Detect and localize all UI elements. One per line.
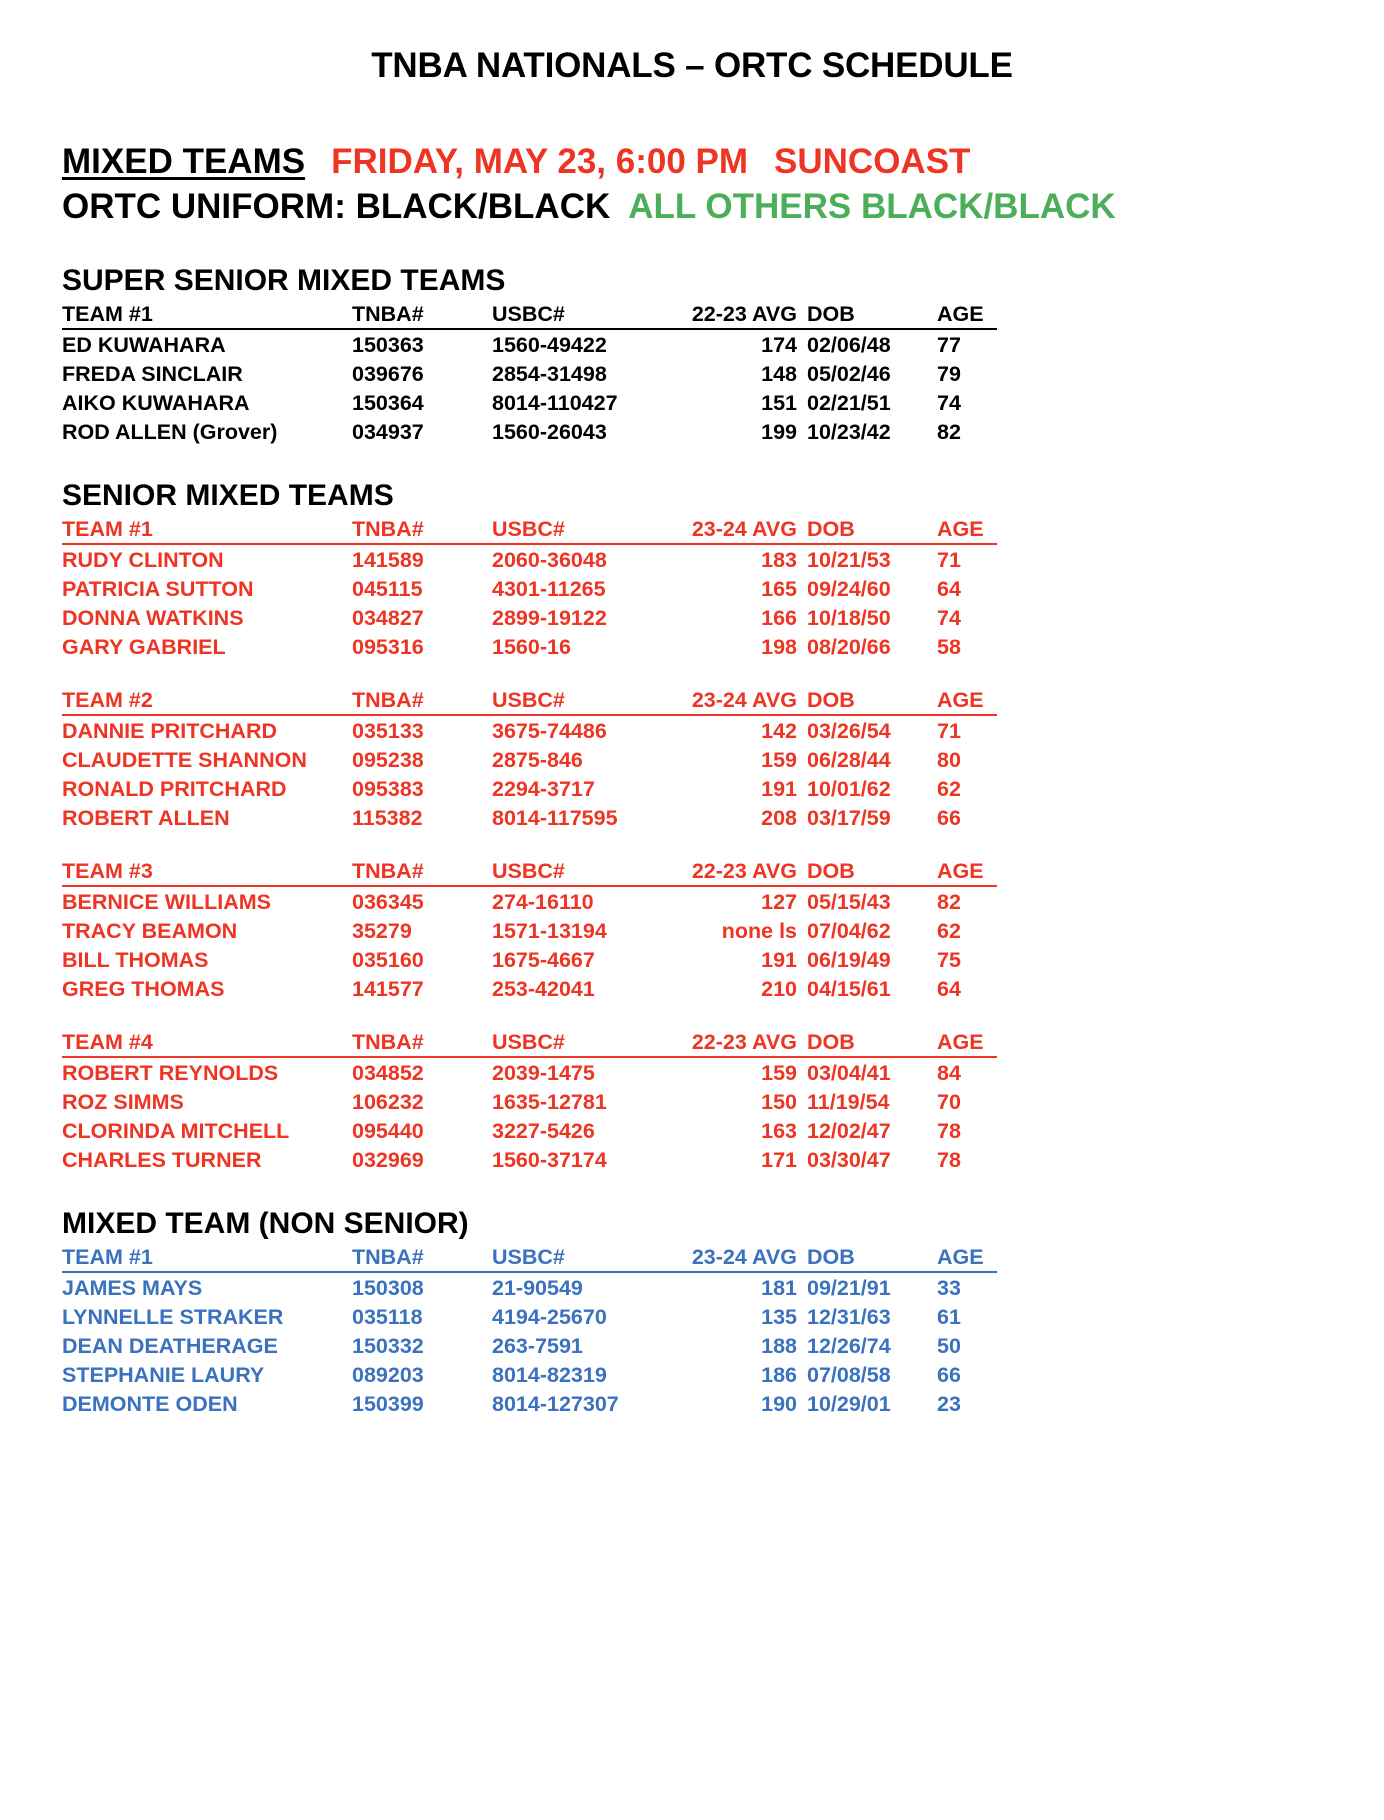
bowler-name: STEPHANIE LAURY bbox=[62, 1362, 265, 1387]
table-row bbox=[62, 1359, 997, 1388]
column-header-age: AGE bbox=[937, 300, 997, 329]
column-header-avg: 22-23 AVG bbox=[652, 300, 807, 329]
bowler-name: ROZ SIMMS bbox=[62, 1089, 184, 1114]
bowler-usbc-number: 1560-49422 bbox=[492, 332, 607, 357]
bowler-tnba-number: 035118 bbox=[352, 1304, 423, 1329]
table-row bbox=[62, 1301, 997, 1330]
bowler-name: ROBERT REYNOLDS bbox=[62, 1060, 279, 1085]
bowler-average: 191 bbox=[761, 947, 797, 972]
table-row bbox=[62, 358, 997, 387]
event-datetime: FRIDAY, MAY 23, 6:00 PM bbox=[331, 142, 749, 181]
bowler-age: 74 bbox=[937, 390, 961, 415]
bowler-usbc-number: 2039-1475 bbox=[492, 1060, 595, 1085]
bowler-tnba-number: 150308 bbox=[352, 1275, 424, 1300]
bowler-dob: 11/19/54 bbox=[807, 1089, 890, 1114]
column-header-tnba: TNBA# bbox=[352, 686, 492, 715]
table-row bbox=[62, 744, 997, 773]
bowler-name: DANNIE PRITCHARD bbox=[62, 718, 277, 743]
section bbox=[0, 264, 1384, 445]
bowler-name: GREG THOMAS bbox=[62, 976, 225, 1001]
table-row bbox=[62, 1057, 997, 1086]
section-heading: MIXED TEAM (NON SENIOR) bbox=[62, 1206, 469, 1240]
bowler-tnba-number: 150399 bbox=[352, 1391, 424, 1416]
bowler-age: 84 bbox=[937, 1060, 961, 1085]
bowler-usbc-number: 2854-31498 bbox=[492, 361, 607, 386]
bowler-average: 208 bbox=[761, 805, 797, 830]
bowler-usbc-number: 1560-16 bbox=[492, 634, 571, 659]
bowler-tnba-number: 150332 bbox=[352, 1333, 424, 1358]
bowler-dob: 04/15/61 bbox=[807, 976, 891, 1001]
column-header-tnba: TNBA# bbox=[352, 1028, 492, 1057]
bowler-average: 191 bbox=[761, 776, 797, 801]
column-header-usbc: USBC# bbox=[492, 686, 652, 715]
table-row bbox=[62, 973, 997, 1002]
column-header-tnba: TNBA# bbox=[352, 515, 492, 544]
uniform-label: ORTC UNIFORM: BLACK/BLACK bbox=[62, 186, 611, 226]
bowler-usbc-number: 1560-37174 bbox=[492, 1147, 607, 1172]
bowler-average: 198 bbox=[761, 634, 797, 659]
bowler-age: 71 bbox=[937, 547, 961, 572]
bowler-usbc-number: 1560-26043 bbox=[492, 419, 607, 444]
bowler-age: 82 bbox=[937, 889, 961, 914]
section bbox=[0, 479, 1384, 1173]
table-row bbox=[62, 715, 997, 744]
column-header-age: AGE bbox=[937, 857, 997, 886]
bowler-dob: 03/17/59 bbox=[807, 805, 891, 830]
bowler-usbc-number: 8014-82319 bbox=[492, 1362, 607, 1387]
roster-table bbox=[62, 1028, 997, 1173]
bowler-tnba-number: 035160 bbox=[352, 947, 424, 972]
bowler-average: 150 bbox=[761, 1089, 797, 1114]
bowler-usbc-number: 4194-25670 bbox=[492, 1304, 607, 1329]
column-header-avg: 23-24 AVG bbox=[652, 515, 807, 544]
column-header-tnba: TNBA# bbox=[352, 1243, 492, 1272]
table-row bbox=[62, 387, 997, 416]
bowler-age: 79 bbox=[937, 361, 961, 386]
bowler-average: 159 bbox=[761, 1060, 797, 1085]
bowler-age: 82 bbox=[937, 419, 961, 444]
bowler-age: 66 bbox=[937, 1362, 961, 1387]
bowler-average: 142 bbox=[761, 718, 797, 743]
bowler-dob: 02/06/48 bbox=[807, 332, 891, 357]
event-header-line-2 bbox=[62, 185, 1384, 230]
uniform-others-label: ALL OTHERS BLACK/BLACK bbox=[628, 186, 1116, 226]
bowler-dob: 03/26/54 bbox=[807, 718, 891, 743]
bowler-age: 62 bbox=[937, 776, 961, 801]
column-header-tnba: TNBA# bbox=[352, 300, 492, 329]
bowler-average: none ls bbox=[721, 918, 797, 943]
bowler-average: 188 bbox=[761, 1333, 797, 1358]
section bbox=[0, 1207, 1384, 1417]
bowler-age: 71 bbox=[937, 718, 961, 743]
bowler-dob: 09/24/60 bbox=[807, 576, 891, 601]
bowler-name: DONNA WATKINS bbox=[62, 605, 244, 630]
bowler-tnba-number: 095238 bbox=[352, 747, 424, 772]
bowler-tnba-number: 150364 bbox=[352, 390, 424, 415]
bowler-average: 174 bbox=[761, 332, 797, 357]
bowler-usbc-number: 3227-5426 bbox=[492, 1118, 595, 1143]
bowler-tnba-number: 034852 bbox=[352, 1060, 424, 1085]
bowler-tnba-number: 106232 bbox=[352, 1089, 424, 1114]
column-header-usbc: USBC# bbox=[492, 300, 652, 329]
bowler-name: LYNNELLE STRAKER bbox=[62, 1304, 284, 1329]
bowler-name: DEMONTE ODEN bbox=[62, 1391, 238, 1416]
bowler-name: BILL THOMAS bbox=[62, 947, 209, 972]
bowler-age: 23 bbox=[937, 1391, 961, 1416]
bowler-dob: 12/26/74 bbox=[807, 1333, 891, 1358]
bowler-age: 77 bbox=[937, 332, 961, 357]
table-row bbox=[62, 544, 997, 573]
bowler-name: GARY GABRIEL bbox=[62, 634, 226, 659]
bowler-name: CHARLES TURNER bbox=[62, 1147, 262, 1172]
column-header-dob: DOB bbox=[807, 857, 937, 886]
bowler-average: 135 bbox=[761, 1304, 797, 1329]
bowler-usbc-number: 263-7591 bbox=[492, 1333, 583, 1358]
team-group bbox=[62, 515, 1384, 660]
table-row bbox=[62, 602, 997, 631]
column-header-age: AGE bbox=[937, 1028, 997, 1057]
bowler-tnba-number: 089203 bbox=[352, 1362, 424, 1387]
column-header-age: AGE bbox=[937, 1243, 997, 1272]
bowler-dob: 10/01/62 bbox=[807, 776, 891, 801]
column-header-usbc: USBC# bbox=[492, 1243, 652, 1272]
bowler-name: RONALD PRITCHARD bbox=[62, 776, 287, 801]
column-header-age: AGE bbox=[937, 515, 997, 544]
bowler-usbc-number: 274-16110 bbox=[492, 889, 594, 914]
bowler-dob: 10/21/53 bbox=[807, 547, 891, 572]
table-row bbox=[62, 1388, 997, 1417]
bowler-average: 165 bbox=[761, 576, 797, 601]
table-row bbox=[62, 802, 997, 831]
bowler-tnba-number: 032969 bbox=[352, 1147, 424, 1172]
bowler-name: CLAUDETTE SHANNON bbox=[62, 747, 307, 772]
column-header-usbc: USBC# bbox=[492, 1028, 652, 1057]
bowler-average: 151 bbox=[761, 390, 797, 415]
bowler-tnba-number: 045115 bbox=[352, 576, 423, 601]
roster-table bbox=[62, 686, 997, 831]
bowler-age: 64 bbox=[937, 576, 961, 601]
column-header-avg: 23-24 AVG bbox=[652, 686, 807, 715]
bowler-average: 163 bbox=[761, 1118, 797, 1143]
roster-table bbox=[62, 515, 997, 660]
table-header-row bbox=[62, 1028, 997, 1057]
bowler-tnba-number: 095440 bbox=[352, 1118, 424, 1143]
bowler-tnba-number: 039676 bbox=[352, 361, 424, 386]
bowler-name: AIKO KUWAHARA bbox=[62, 390, 250, 415]
bowler-usbc-number: 3675-74486 bbox=[492, 718, 607, 743]
bowler-age: 78 bbox=[937, 1118, 961, 1143]
bowler-age: 75 bbox=[937, 947, 961, 972]
bowler-name: BERNICE WILLIAMS bbox=[62, 889, 272, 914]
table-row bbox=[62, 416, 997, 445]
bowler-tnba-number: 036345 bbox=[352, 889, 424, 914]
bowler-age: 80 bbox=[937, 747, 961, 772]
bowler-dob: 05/15/43 bbox=[807, 889, 891, 914]
bowler-usbc-number: 4301-11265 bbox=[492, 576, 606, 601]
table-row bbox=[62, 1272, 997, 1301]
roster-table bbox=[62, 857, 997, 1002]
bowler-age: 64 bbox=[937, 976, 961, 1001]
page-title: TNBA NATIONALS – ORTC SCHEDULE bbox=[371, 46, 1013, 85]
table-row bbox=[62, 1330, 997, 1359]
bowler-tnba-number: 034827 bbox=[352, 605, 424, 630]
bowler-dob: 02/21/51 bbox=[807, 390, 891, 415]
bowler-name: TRACY BEAMON bbox=[62, 918, 238, 943]
bowler-average: 159 bbox=[761, 747, 797, 772]
team-group bbox=[62, 1028, 1384, 1173]
table-header-row bbox=[62, 515, 997, 544]
sections-container bbox=[0, 264, 1384, 1417]
bowler-average: 127 bbox=[761, 889, 797, 914]
roster-table bbox=[62, 300, 997, 445]
bowler-average: 190 bbox=[761, 1391, 797, 1416]
bowler-usbc-number: 1675-4667 bbox=[492, 947, 595, 972]
bowler-dob: 07/04/62 bbox=[807, 918, 891, 943]
table-row bbox=[62, 773, 997, 802]
bowler-age: 61 bbox=[937, 1304, 961, 1329]
column-header-avg: 22-23 AVG bbox=[652, 857, 807, 886]
bowler-average: 166 bbox=[761, 605, 797, 630]
bowler-age: 50 bbox=[937, 1333, 961, 1358]
bowler-name: DEAN DEATHERAGE bbox=[62, 1333, 278, 1358]
column-header-avg: 22-23 AVG bbox=[652, 1028, 807, 1057]
column-header-tnba: TNBA# bbox=[352, 857, 492, 886]
division-label: MIXED TEAMS bbox=[62, 142, 306, 181]
column-header-team: TEAM #1 bbox=[62, 300, 352, 329]
column-header-dob: DOB bbox=[807, 300, 937, 329]
table-row bbox=[62, 329, 997, 358]
bowler-average: 148 bbox=[761, 361, 797, 386]
table-row bbox=[62, 631, 997, 660]
bowler-name: ROD ALLEN (Grover) bbox=[62, 419, 278, 444]
table-row bbox=[62, 915, 997, 944]
bowler-dob: 05/02/46 bbox=[807, 361, 891, 386]
bowler-tnba-number: 141589 bbox=[352, 547, 424, 572]
bowler-tnba-number: 095316 bbox=[352, 634, 424, 659]
bowler-tnba-number: 115382 bbox=[352, 805, 423, 830]
event-venue: SUNCOAST bbox=[774, 142, 971, 181]
bowler-usbc-number: 21-90549 bbox=[492, 1275, 583, 1300]
bowler-usbc-number: 2060-36048 bbox=[492, 547, 607, 572]
bowler-dob: 10/29/01 bbox=[807, 1391, 891, 1416]
column-header-avg: 23-24 AVG bbox=[652, 1243, 807, 1272]
column-header-age: AGE bbox=[937, 686, 997, 715]
bowler-average: 183 bbox=[761, 547, 797, 572]
table-header-row bbox=[62, 300, 997, 329]
column-header-team: TEAM #1 bbox=[62, 515, 352, 544]
bowler-usbc-number: 2875-846 bbox=[492, 747, 583, 772]
bowler-dob: 03/04/41 bbox=[807, 1060, 891, 1085]
bowler-age: 66 bbox=[937, 805, 961, 830]
column-header-usbc: USBC# bbox=[492, 515, 652, 544]
bowler-age: 58 bbox=[937, 634, 961, 659]
table-row bbox=[62, 1144, 997, 1173]
bowler-usbc-number: 8014-110427 bbox=[492, 390, 618, 415]
bowler-usbc-number: 253-42041 bbox=[492, 976, 595, 1001]
bowler-dob: 10/18/50 bbox=[807, 605, 891, 630]
bowler-usbc-number: 8014-127307 bbox=[492, 1391, 619, 1416]
bowler-tnba-number: 141577 bbox=[352, 976, 424, 1001]
bowler-usbc-number: 1635-12781 bbox=[492, 1089, 607, 1114]
bowler-dob: 06/28/44 bbox=[807, 747, 891, 772]
team-group bbox=[62, 300, 1384, 445]
bowler-name: PATRICIA SUTTON bbox=[62, 576, 254, 601]
bowler-age: 62 bbox=[937, 918, 961, 943]
bowler-age: 70 bbox=[937, 1089, 961, 1114]
bowler-tnba-number: 095383 bbox=[352, 776, 424, 801]
bowler-dob: 09/21/91 bbox=[807, 1275, 891, 1300]
bowler-average: 210 bbox=[761, 976, 797, 1001]
column-header-team: TEAM #4 bbox=[62, 1028, 352, 1057]
column-header-team: TEAM #2 bbox=[62, 686, 352, 715]
section-heading: SUPER SENIOR MIXED TEAMS bbox=[62, 263, 506, 297]
column-header-dob: DOB bbox=[807, 1028, 937, 1057]
bowler-usbc-number: 2899-19122 bbox=[492, 605, 607, 630]
roster-table bbox=[62, 1243, 997, 1417]
table-header-row bbox=[62, 686, 997, 715]
table-row bbox=[62, 1115, 997, 1144]
bowler-name: FREDA SINCLAIR bbox=[62, 361, 243, 386]
table-row bbox=[62, 944, 997, 973]
column-header-team: TEAM #1 bbox=[62, 1243, 352, 1272]
bowler-name: ED KUWAHARA bbox=[62, 332, 226, 357]
bowler-dob: 07/08/58 bbox=[807, 1362, 891, 1387]
column-header-usbc: USBC# bbox=[492, 857, 652, 886]
table-header-row bbox=[62, 857, 997, 886]
bowler-dob: 10/23/42 bbox=[807, 419, 891, 444]
bowler-dob: 08/20/66 bbox=[807, 634, 891, 659]
column-header-dob: DOB bbox=[807, 686, 937, 715]
bowler-name: ROBERT ALLEN bbox=[62, 805, 230, 830]
team-group bbox=[62, 1243, 1384, 1417]
team-group bbox=[62, 857, 1384, 1002]
bowler-usbc-number: 2294-3717 bbox=[492, 776, 595, 801]
bowler-age: 74 bbox=[937, 605, 961, 630]
event-header bbox=[0, 140, 1384, 230]
bowler-average: 171 bbox=[761, 1147, 797, 1172]
bowler-age: 78 bbox=[937, 1147, 961, 1172]
bowler-average: 181 bbox=[761, 1275, 797, 1300]
bowler-usbc-number: 8014-117595 bbox=[492, 805, 618, 830]
bowler-age: 33 bbox=[937, 1275, 961, 1300]
section-heading: SENIOR MIXED TEAMS bbox=[62, 478, 394, 512]
table-row bbox=[62, 886, 997, 915]
bowler-dob: 12/31/63 bbox=[807, 1304, 891, 1329]
bowler-name: RUDY CLINTON bbox=[62, 547, 224, 572]
column-header-dob: DOB bbox=[807, 1243, 937, 1272]
bowler-tnba-number: 035133 bbox=[352, 718, 424, 743]
bowler-name: CLORINDA MITCHELL bbox=[62, 1118, 290, 1143]
table-row bbox=[62, 573, 997, 602]
bowler-tnba-number: 034937 bbox=[352, 419, 424, 444]
bowler-dob: 12/02/47 bbox=[807, 1118, 891, 1143]
bowler-dob: 03/30/47 bbox=[807, 1147, 891, 1172]
team-group bbox=[62, 686, 1384, 831]
column-header-dob: DOB bbox=[807, 515, 937, 544]
table-header-row bbox=[62, 1243, 997, 1272]
bowler-dob: 06/19/49 bbox=[807, 947, 891, 972]
event-header-line-1 bbox=[62, 140, 1384, 185]
bowler-name: JAMES MAYS bbox=[62, 1275, 203, 1300]
table-row bbox=[62, 1086, 997, 1115]
bowler-average: 186 bbox=[761, 1362, 797, 1387]
bowler-tnba-number: 150363 bbox=[352, 332, 424, 357]
bowler-tnba-number: 35279 bbox=[352, 918, 412, 943]
bowler-usbc-number: 1571-13194 bbox=[492, 918, 607, 943]
column-header-team: TEAM #3 bbox=[62, 857, 352, 886]
bowler-average: 199 bbox=[761, 419, 797, 444]
